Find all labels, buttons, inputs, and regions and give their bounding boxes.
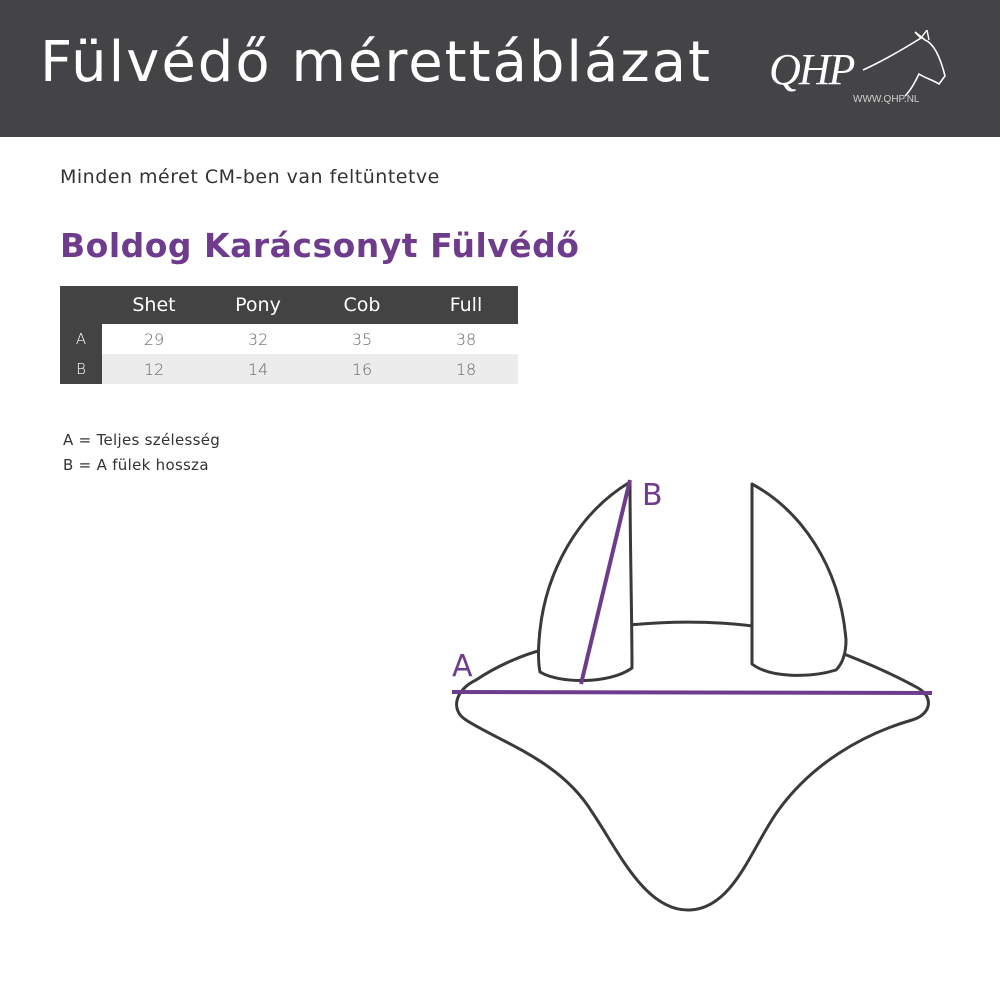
logo-url: WWW.QHP.NL — [853, 94, 920, 105]
cell-a-full: 38 — [414, 324, 518, 354]
column-header-pony: Pony — [206, 286, 310, 324]
right-ear-outline — [752, 484, 846, 675]
row-header-a: A — [60, 324, 102, 354]
column-header-full: Full — [414, 286, 518, 324]
left-ear-outline — [539, 482, 633, 681]
legend-item-b: B = A fülek hossza — [63, 456, 209, 474]
logo-brand: QHP — [769, 45, 854, 94]
page-title: Fülvédő mérettáblázat — [40, 30, 712, 95]
cell-a-cob: 35 — [310, 324, 414, 354]
units-note: Minden méret CM-ben van feltüntetve — [60, 166, 440, 188]
cell-b-cob: 16 — [310, 354, 414, 384]
measure-line-a — [452, 692, 932, 693]
bonnet-outline — [457, 622, 929, 910]
cell-a-shet: 29 — [102, 324, 206, 354]
row-header-b: B — [60, 354, 102, 384]
label-b: B — [642, 478, 663, 513]
product-name: Boldog Karácsonyt Fülvédő — [60, 226, 580, 265]
column-header-cob: Cob — [310, 286, 414, 324]
cell-b-shet: 12 — [102, 354, 206, 384]
cell-b-full: 18 — [414, 354, 518, 384]
legend-item-a: A = Teljes szélesség — [63, 431, 221, 449]
cell-b-pony: 14 — [206, 354, 310, 384]
column-header-shet: Shet — [102, 286, 206, 324]
cell-a-pony: 32 — [206, 324, 310, 354]
label-a: A — [452, 649, 473, 684]
